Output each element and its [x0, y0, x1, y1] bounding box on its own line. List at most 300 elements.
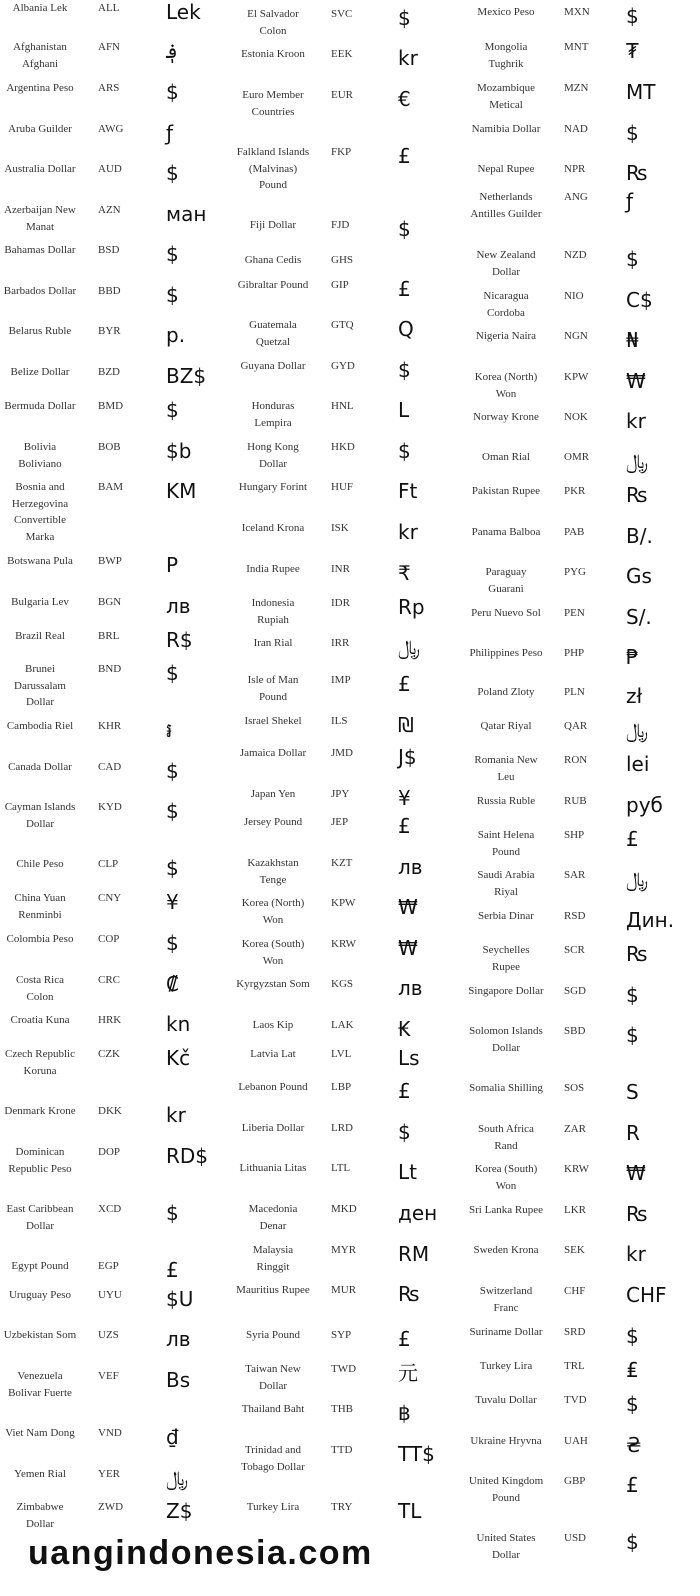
currency-code: CLP: [98, 858, 119, 870]
currency-symbol: Bs: [166, 1368, 191, 1392]
currency-name: Czech Republic Koruna: [5, 1048, 75, 1077]
currency-symbol: Gs: [626, 564, 652, 588]
currency-name: Panama Balboa: [471, 526, 541, 538]
currency-code: HKD: [331, 441, 355, 453]
currency-symbol: ₨: [626, 942, 648, 966]
currency-symbol: £: [398, 277, 411, 301]
site-watermark: uangindonesia.com: [28, 1534, 373, 1572]
currency-code: SHP: [564, 829, 585, 841]
currency-name: China Yuan Renminbi: [14, 892, 66, 921]
currency-symbol: RD$: [166, 1144, 209, 1168]
currency-symbol: $: [626, 983, 639, 1007]
currency-symbol: $: [626, 1023, 639, 1047]
currency-symbol: $: [166, 661, 179, 685]
currency-symbol: $: [166, 759, 179, 783]
currency-code: SYP: [331, 1329, 352, 1341]
currency-code: KRW: [564, 1163, 590, 1175]
currency-symbol: ₨: [626, 1202, 648, 1226]
currency-symbol: ₦: [626, 328, 639, 352]
currency-name: Hong Kong Dollar: [247, 441, 299, 470]
currency-symbol: ﷼: [626, 867, 649, 891]
currency-name: Laos Kip: [252, 1019, 294, 1031]
currency-code: SVC: [331, 8, 353, 20]
currency-code: PHP: [564, 647, 585, 659]
currency-name: Iceland Krona: [241, 522, 305, 534]
currency-symbol: £: [166, 1258, 179, 1282]
currency-code: XCD: [98, 1203, 122, 1215]
currency-code: NZD: [564, 249, 587, 261]
currency-code: CRC: [98, 974, 121, 986]
currency-code: BBD: [98, 285, 121, 297]
currency-code: TRL: [564, 1360, 585, 1372]
currency-code: AZN: [98, 204, 121, 216]
currency-code: UAH: [564, 1435, 588, 1447]
currency-name: Jersey Pound: [243, 816, 303, 828]
currency-name: Thailand Baht: [241, 1403, 305, 1415]
currency-symbol: $: [166, 398, 179, 422]
currency-symbol: CHF: [626, 1283, 667, 1307]
currency-name: Australia Dollar: [4, 163, 76, 175]
currency-symbol: MT: [626, 80, 656, 104]
currency-symbol: $U: [166, 1287, 194, 1311]
currency-name: Aruba Guilder: [8, 123, 72, 135]
currency-name: Sri Lanka Rupee: [469, 1204, 543, 1216]
currency-code: KPW: [331, 897, 356, 909]
currency-name: Oman Rial: [482, 451, 530, 463]
currency-symbol: $: [166, 283, 179, 307]
currency-symbol: ₨: [626, 161, 648, 185]
currency-symbol: $: [398, 439, 411, 463]
currency-symbol: kr: [398, 46, 418, 70]
currency-symbol: лв: [398, 976, 423, 1000]
currency-name: Israel Shekel: [244, 715, 302, 727]
currency-code: BWP: [98, 555, 122, 567]
currency-symbol: £: [398, 672, 411, 696]
currency-name: Albania Lek: [12, 2, 68, 14]
currency-symbol: ₩: [398, 936, 418, 960]
currency-name: Uzbekistan Som: [3, 1329, 77, 1341]
currency-code: FJD: [331, 219, 350, 231]
currency-code: JPY: [331, 788, 350, 800]
currency-symbol: Rp: [398, 595, 425, 619]
currency-name: Kazakhstan Tenge: [247, 857, 299, 886]
currency-symbol: ﷼: [626, 449, 649, 473]
currency-name: South Africa Rand: [478, 1123, 534, 1152]
currency-symbol: $: [166, 80, 179, 104]
currency-symbol: лв: [166, 594, 191, 618]
currency-symbol: £: [398, 144, 411, 168]
currency-symbol: ман: [166, 202, 207, 226]
currency-name: Nigeria Naira: [475, 330, 537, 342]
currency-code: NAD: [564, 123, 588, 135]
currency-code: AUD: [98, 163, 122, 175]
currency-code: CHF: [564, 1285, 586, 1297]
currency-code: GYD: [331, 360, 355, 372]
currency-name: Philippines Peso: [469, 647, 543, 659]
currency-name: Tuvalu Dollar: [475, 1394, 537, 1406]
currency-name: Barbados Dollar: [3, 285, 77, 297]
currency-name: Indonesia Rupiah: [251, 597, 295, 626]
currency-name: New Zealand Dollar: [476, 249, 536, 278]
currency-code: TRY: [331, 1501, 353, 1513]
currency-name: Russia Ruble: [476, 795, 536, 807]
currency-name: Singapore Dollar: [468, 985, 544, 997]
currency-code: ALL: [98, 2, 120, 14]
currency-name: Dominican Republic Peso: [8, 1146, 72, 1175]
currency-name: Costa Rica Colon: [16, 974, 64, 1003]
currency-symbol: RM: [398, 1242, 430, 1266]
currency-symbol: Ls: [398, 1046, 420, 1070]
currency-symbol: ₩: [626, 369, 646, 393]
currency-name: Korea (North) Won: [241, 897, 305, 926]
currency-symbol: kr: [166, 1103, 186, 1127]
currency-name: El Salvador Colon: [247, 8, 299, 37]
currency-symbol: ₮: [626, 39, 639, 63]
currency-name: Lebanon Pound: [238, 1081, 308, 1093]
currency-code: LRD: [331, 1122, 353, 1134]
currency-symbol: Ft: [398, 479, 418, 503]
currency-name: Bermuda Dollar: [4, 400, 76, 412]
currency-name: Belize Dollar: [10, 366, 70, 378]
currency-symbol: TL: [398, 1499, 422, 1523]
currency-name: Colombia Peso: [6, 933, 74, 945]
currency-code: LKR: [564, 1204, 586, 1216]
currency-code: DKK: [98, 1105, 122, 1117]
currency-name: United Kingdom Pound: [468, 1475, 544, 1504]
currency-symbol: $: [626, 247, 639, 271]
currency-name: Afghanistan Afghani: [13, 41, 67, 70]
currency-code: MNT: [564, 41, 589, 53]
currency-code: MUR: [331, 1284, 357, 1296]
currency-symbol: J$: [398, 745, 417, 769]
currency-code: KYD: [98, 801, 122, 813]
currency-symbol: $: [398, 358, 411, 382]
currency-symbol: ƒ: [626, 189, 634, 213]
currency-name: Guyana Dollar: [240, 360, 306, 372]
currency-name: Jamaica Dollar: [239, 747, 307, 759]
currency-symbol: L: [398, 398, 410, 422]
currency-code: JMD: [331, 747, 354, 759]
currency-symbol: ₤: [626, 1358, 639, 1382]
currency-code: CNY: [98, 892, 122, 904]
currency-symbol: ﷼: [166, 1466, 189, 1490]
currency-code: ANG: [564, 191, 588, 203]
currency-name: Viet Nam Dong: [5, 1427, 75, 1439]
currency-symbol: Kč: [166, 1046, 191, 1070]
currency-code: MZN: [564, 82, 589, 94]
currency-name: Korea (South) Won: [241, 938, 305, 967]
currency-code: GIP: [331, 279, 349, 291]
currency-symbol: Дин.: [626, 908, 675, 932]
currency-name: Cayman Islands Dollar: [4, 801, 76, 830]
currency-symbol: ₹: [398, 561, 411, 585]
currency-name: Kyrgyzstan Som: [236, 978, 310, 990]
currency-name: Norway Krone: [473, 411, 539, 423]
currency-name: United States Dollar: [476, 1532, 536, 1561]
currency-symbol: $: [166, 931, 179, 955]
currency-name: India Rupee: [246, 563, 300, 575]
currency-name: Netherlands Antilles Guilder: [470, 191, 542, 220]
currency-name: Latvia Lat: [250, 1048, 296, 1060]
currency-name: Egypt Pound: [11, 1260, 69, 1272]
currency-symbol: $: [398, 217, 411, 241]
currency-symbol: kr: [398, 520, 418, 544]
currency-symbol: ₴: [626, 1433, 642, 1457]
currency-symbol: ¥: [166, 890, 179, 914]
currency-symbol: kn: [166, 1012, 191, 1036]
currency-code: EUR: [331, 89, 353, 101]
currency-symbol: ₫: [166, 1425, 179, 1449]
currency-name: Syria Pound: [245, 1329, 301, 1341]
currency-code: NIO: [564, 290, 584, 302]
currency-name: Denmark Krone: [4, 1105, 76, 1117]
currency-code: PEN: [564, 607, 585, 619]
currency-code: HUF: [331, 481, 354, 493]
currency-code: SCR: [564, 944, 585, 956]
currency-name: Qatar Riyal: [480, 720, 532, 732]
currency-code: SAR: [564, 869, 586, 881]
currency-symbol: ¥: [398, 786, 411, 810]
currency-code: GHS: [331, 254, 354, 266]
currency-symbol: B/.: [626, 524, 653, 548]
currency-code: SGD: [564, 985, 587, 997]
currency-code: LTL: [331, 1162, 351, 1174]
currency-code: MYR: [331, 1244, 357, 1256]
currency-name: Lithuania Litas: [239, 1162, 307, 1174]
currency-code: KGS: [331, 978, 354, 990]
currency-symbol: Lek: [166, 0, 201, 24]
currency-name: Estonia Kroon: [241, 48, 305, 60]
currency-code: KZT: [331, 857, 353, 869]
currency-code: SEK: [564, 1244, 585, 1256]
currency-name: Croatia Kuna: [10, 1014, 70, 1026]
currency-symbol: ₡: [166, 972, 179, 996]
currency-symbol: $: [626, 1392, 639, 1416]
currency-symbol: ƒ: [166, 121, 174, 145]
currency-code: TTD: [331, 1444, 353, 1456]
currency-name: Nicaragua Cordoba: [483, 290, 529, 319]
currency-code: SRD: [564, 1326, 586, 1338]
currency-code: GBP: [564, 1475, 586, 1487]
currency-symbol: ₭: [398, 1017, 411, 1041]
currency-symbol: ؋: [166, 39, 178, 63]
currency-name: Peru Nuevo Sol: [471, 607, 541, 619]
currency-symbol: ден: [398, 1201, 438, 1225]
currency-name: Isle of Man Pound: [247, 674, 299, 703]
currency-symbol: £: [398, 1079, 411, 1103]
currency-symbol: lei: [626, 752, 650, 776]
currency-symbol: £: [398, 1327, 411, 1351]
currency-code: PAB: [564, 526, 585, 538]
currency-code: ARS: [98, 82, 120, 94]
currency-code: TWD: [331, 1363, 357, 1375]
currency-name: Somalia Shilling: [469, 1082, 543, 1094]
currency-name: Brunei Darussalam Dollar: [14, 663, 66, 708]
currency-name: Brazil Real: [15, 630, 65, 642]
currency-name: Saint Helena Pound: [477, 829, 535, 858]
currency-code: VEF: [98, 1370, 119, 1382]
currency-code: EEK: [331, 48, 353, 60]
currency-symbol: $: [166, 242, 179, 266]
currency-name: Bosnia and Herzegovina Convertible Marka: [11, 481, 69, 543]
currency-symbol: £: [398, 814, 411, 838]
currency-code: CAD: [98, 761, 122, 773]
currency-symbol: $: [166, 856, 179, 880]
currency-code: MKD: [331, 1203, 357, 1215]
currency-code: TVD: [564, 1394, 587, 1406]
currency-name: Botswana Pula: [7, 555, 73, 567]
currency-symbol: kr: [626, 1242, 646, 1266]
currency-name: Honduras Lempira: [251, 400, 295, 429]
currency-name: Mozambique Metical: [476, 82, 536, 111]
currency-name: Gibraltar Pound: [237, 279, 309, 291]
currency-name: Trinidad and Tobago Dollar: [241, 1444, 305, 1473]
currency-symbol: Lt: [398, 1160, 417, 1184]
currency-symbol: BZ$: [166, 364, 207, 388]
currency-symbol: $: [398, 6, 411, 30]
currency-code: IDR: [331, 597, 350, 609]
currency-code: ZWD: [98, 1501, 124, 1513]
currency-code: NGN: [564, 330, 588, 342]
currency-code: PKR: [564, 485, 586, 497]
currency-code: AFN: [98, 41, 121, 53]
currency-name: Chile Peso: [16, 858, 64, 870]
currency-code: THB: [331, 1403, 353, 1415]
currency-code: CZK: [98, 1048, 120, 1060]
currency-code: GTQ: [331, 319, 354, 331]
currency-symbol: P: [166, 553, 179, 577]
currency-name: East Caribbean Dollar: [6, 1203, 74, 1232]
currency-name: Yemen Rial: [14, 1468, 66, 1480]
currency-name: Suriname Dollar: [469, 1326, 543, 1338]
currency-code: BGN: [98, 596, 122, 608]
currency-name: Malaysia Ringgit: [252, 1244, 294, 1273]
currency-code: AWG: [98, 123, 124, 135]
currency-code: INR: [331, 563, 350, 575]
currency-code: COP: [98, 933, 120, 945]
currency-code: BSD: [98, 244, 120, 256]
currency-code: LBP: [331, 1081, 352, 1093]
currency-symbol: $: [626, 1530, 639, 1554]
currency-code: ZAR: [564, 1123, 586, 1135]
currency-symbol: €: [398, 87, 411, 111]
currency-name: Paraguay Guarani: [485, 566, 527, 595]
currency-code: USD: [564, 1532, 587, 1544]
currency-symbol: £: [626, 827, 639, 851]
currency-name: Sweden Krona: [473, 1244, 539, 1256]
currency-symbol: C$: [626, 288, 653, 312]
currency-code: KHR: [98, 720, 122, 732]
currency-name: Macedonia Denar: [248, 1203, 298, 1232]
currency-code: OMR: [564, 451, 590, 463]
currency-code: KPW: [564, 371, 589, 383]
currency-code: HRK: [98, 1014, 122, 1026]
currency-symbol: лв: [398, 855, 423, 879]
currency-code: DOP: [98, 1146, 121, 1158]
currency-code: LAK: [331, 1019, 354, 1031]
currency-name: Ghana Cedis: [244, 254, 302, 266]
currency-symbol: S: [626, 1080, 639, 1104]
currency-name: Uruguay Peso: [8, 1289, 72, 1301]
currency-code: UYU: [98, 1289, 122, 1301]
currency-code: PYG: [564, 566, 587, 578]
currency-symbol: $b: [166, 439, 192, 463]
currency-name: Turkey Lira: [246, 1501, 300, 1513]
currency-name: Korea (South) Won: [474, 1163, 538, 1192]
currency-name: Belarus Ruble: [8, 325, 72, 337]
currency-symbol: $: [626, 4, 639, 28]
currency-code: JEP: [331, 816, 349, 828]
currency-code: SOS: [564, 1082, 585, 1094]
currency-code: RSD: [564, 910, 586, 922]
currency-code: IMP: [331, 674, 351, 686]
currency-code: QAR: [564, 720, 588, 732]
currency-symbol: ₨: [626, 483, 648, 507]
currency-symbol: 元: [398, 1361, 418, 1385]
currency-symbol: ₩: [626, 1161, 646, 1185]
currency-name: Zimbabwe Dollar: [16, 1501, 64, 1530]
currency-code: BND: [98, 663, 122, 675]
currency-symbol: R$: [166, 628, 193, 652]
currency-name: Falkland Islands (Malvinas) Pound: [236, 146, 310, 191]
currency-symbol: ₩: [398, 895, 418, 919]
currency-code: RUB: [564, 795, 587, 807]
currency-code: PLN: [564, 686, 585, 698]
currency-symbol: £: [626, 1473, 639, 1497]
currency-code: FKP: [331, 146, 352, 158]
currency-name: Mexico Peso: [477, 6, 535, 18]
currency-code: BAM: [98, 481, 124, 493]
currency-code: RON: [564, 754, 588, 766]
currency-code: BMD: [98, 400, 124, 412]
currency-name: Venezuela Bolivar Fuerte: [8, 1370, 72, 1399]
currency-symbol: $: [166, 161, 179, 185]
currency-code: ISK: [331, 522, 349, 534]
currency-code: MXN: [564, 6, 590, 18]
currency-name: Fiji Dollar: [249, 219, 297, 231]
currency-symbol: $: [166, 1201, 179, 1225]
currency-symbol: zł: [626, 684, 643, 708]
currency-name: Canada Dollar: [8, 761, 72, 773]
currency-symbol: ﷼: [626, 718, 649, 742]
currency-code: LVL: [331, 1048, 352, 1060]
currency-symbol: лв: [166, 1327, 191, 1351]
currency-code: BYR: [98, 325, 121, 337]
currency-name: Mongolia Tughrik: [484, 41, 528, 70]
currency-name: Ukraine Hryvna: [470, 1435, 542, 1447]
currency-code: SBD: [564, 1025, 586, 1037]
currency-name: Solomon Islands Dollar: [469, 1025, 543, 1054]
currency-symbol: ₪: [398, 713, 414, 737]
currency-name: Korea (North) Won: [474, 371, 538, 400]
currency-code: YER: [98, 1468, 120, 1480]
currency-name: Iran Rial: [253, 637, 293, 649]
currency-symbol: R: [626, 1121, 640, 1145]
currency-symbol: $: [626, 1324, 639, 1348]
currency-name: Azerbaijan New Manat: [4, 204, 76, 233]
currency-symbol: Z$: [166, 1499, 193, 1523]
currency-code: NPR: [564, 163, 586, 175]
currency-code: NOK: [564, 411, 588, 423]
currency-code: VND: [98, 1427, 122, 1439]
currency-symbol: kr: [626, 409, 646, 433]
currency-symbol: $: [398, 1120, 411, 1144]
currency-name: Saudi Arabia Riyal: [477, 869, 535, 898]
currency-code: EGP: [98, 1260, 119, 1272]
currency-name: Hungary Forint: [238, 481, 308, 493]
currency-symbol: ៛: [166, 718, 173, 742]
currency-name: Liberia Dollar: [241, 1122, 305, 1134]
